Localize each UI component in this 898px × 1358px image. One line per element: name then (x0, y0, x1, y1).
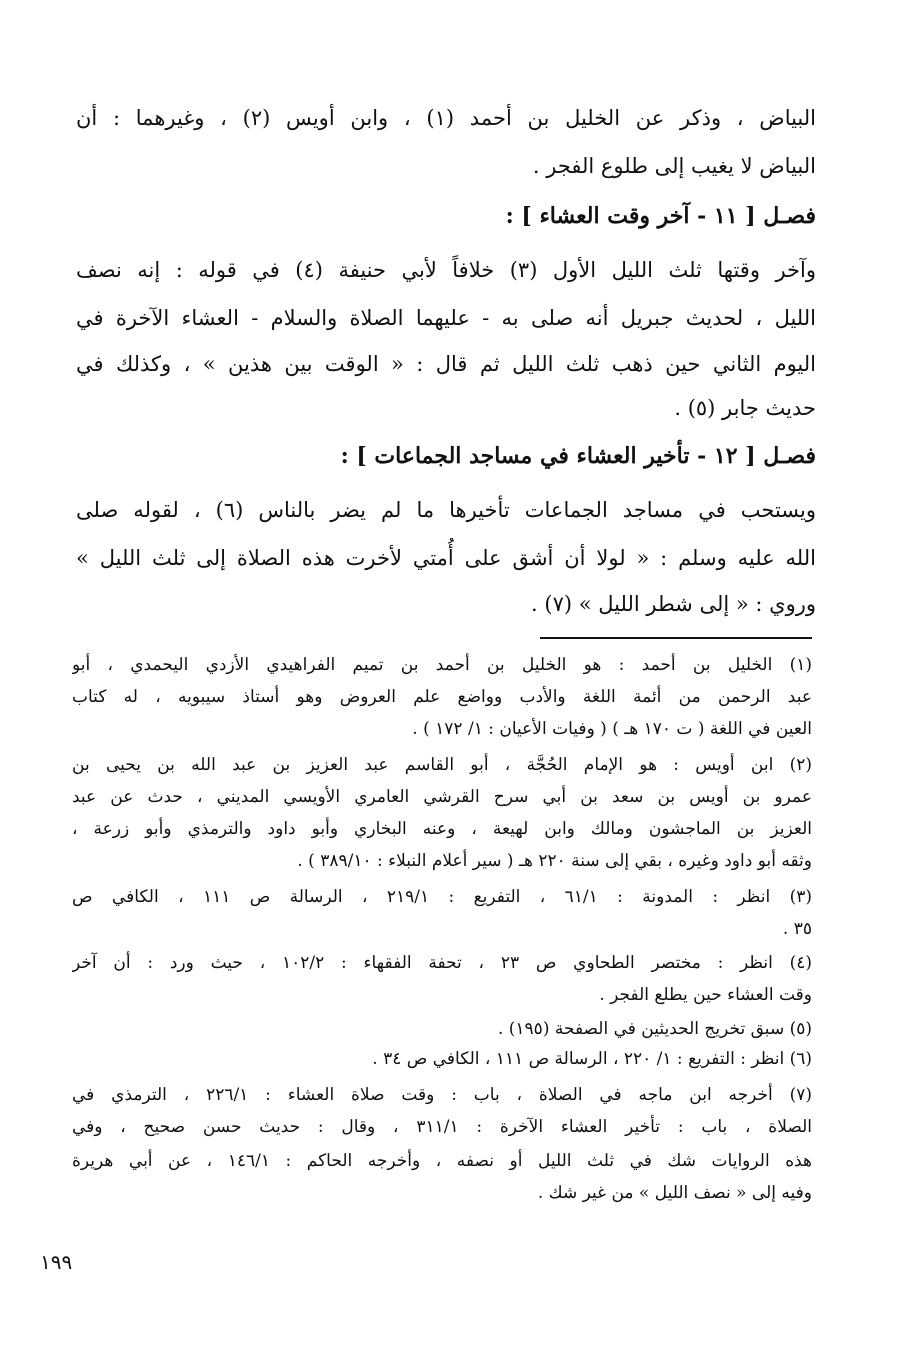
footnote-line: الصلاة ، باب : تأخير العشاء الآخرة : ٣١١/١ ، وقال : حديث حسن صحيح ، وفي (72, 1117, 812, 1137)
footnote-line: ٣٥ . (782, 919, 812, 939)
body-line: الله عليه وسلم : « لولا أن أشق على أُمتي لأخرت هذه الصلاة إلى ثلث الليل » (76, 546, 816, 570)
footnote-line: عمرو بن أويس بن سعد بن أبي سرح القرشي العامري الأويسي المديني ، حدث عن عبد (72, 787, 812, 807)
body-line: حديث جابر (٥) . (674, 396, 816, 420)
section-heading-11: فصـل [ ١١ - آخر وقت العشاء ] : (505, 203, 816, 229)
footnote-line: العزيز بن الماجشون ومالك وابن لهيعة ، وعنه البخاري وأبو داود والترمذي وأبو زرعة ، (72, 819, 812, 839)
footnote-line: وفيه إلى « نصف الليل » من غير شك . (537, 1183, 812, 1203)
body-line: اليوم الثاني حين ذهب ثلث الليل ثم قال : « الوقت بين هذين » ، وكذلك في (76, 352, 816, 376)
footnote-line: عبد الرحمن من أئمة اللغة والأدب وواضع علم العروض وهو أستاذ سيبويه ، له كتاب (72, 687, 812, 707)
footnote-line: (٣) انظر : المدونة : ٦١/١ ، التفريع : ٢١٩/١ ، الرسالة ص ١١١ ، الكافي ص (72, 887, 812, 907)
footnote-line: (٧) أخرجه ابن ماجه في الصلاة ، باب : وقت صلاة العشاء : ٢٢٦/١ ، الترمذي في (72, 1085, 812, 1105)
footnote-line: (١) الخليل بن أحمد : هو الخليل بن أحمد بن تميم الفراهيدي الأزدي اليحمدي ، أبو (72, 655, 812, 675)
section-heading-12: فصـل [ ١٢ - تأخير العشاء في مساجد الجماعات ] : (340, 443, 816, 469)
body-line: البياض ، وذكر عن الخليل بن أحمد (١) ، وابن أويس (٢) ، وغيرهما : أن (76, 106, 816, 130)
footnote-line: هذه الروايات شك في ثلث الليل أو نصفه ، وأخرجه الحاكم : ١٤٦/١ ، عن أبي هريرة (72, 1151, 812, 1171)
body-line: الليل ، لحديث جبريل أنه صلى به - عليهما الصلاة والسلام - العشاء الآخرة في (76, 306, 816, 330)
footnote-line: وثقه أبو داود وغيره ، بقي إلى سنة ٢٢٠ هـ ( سير أعلام النبلاء : ٣٨٩/١٠ ) . (297, 851, 812, 871)
footnote-line: (٥) سبق تخريج الحديثين في الصفحة (١٩٥) . (497, 1019, 812, 1039)
footnote-separator (540, 637, 812, 639)
body-line: وروي : « إلى شطر الليل » (٧) . (531, 592, 816, 616)
body-line: البياض لا يغيب إلى طلوع الفجر . (532, 154, 816, 178)
body-line: ويستحب في مساجد الجماعات تأخيرها ما لم يضر بالناس (٦) ، لقوله صلى (76, 498, 816, 522)
footnote-line: وقت العشاء حين يطلع الفجر . (599, 985, 812, 1005)
footnote-line: (٢) ابن أويس : هو الإمام الحُجَّة ، أبو القاسم عبد العزيز بن عبد الله بن يحيى بن (72, 755, 812, 775)
footnote-line: (٤) انظر : مختصر الطحاوي ص ٢٣ ، تحفة الفقهاء : ١٠٢/٢ ، حيث ورد : أن آخر (72, 953, 812, 973)
page-number: ١٩٩ (40, 1250, 73, 1274)
footnote-line: (٦) انظر : التفريع : ١/ ٢٢٠ ، الرسالة ص ١١١ ، الكافي ص ٣٤ . (372, 1049, 812, 1069)
body-line: وآخر وقتها ثلث الليل الأول (٣) خلافاً لأبي حنيفة (٤) في قوله : إنه نصف (76, 258, 816, 282)
footnote-line: العين في اللغة ( ت ١٧٠ هـ ) ( وفيات الأعيان : ١/ ١٧٢ ) . (412, 719, 812, 739)
